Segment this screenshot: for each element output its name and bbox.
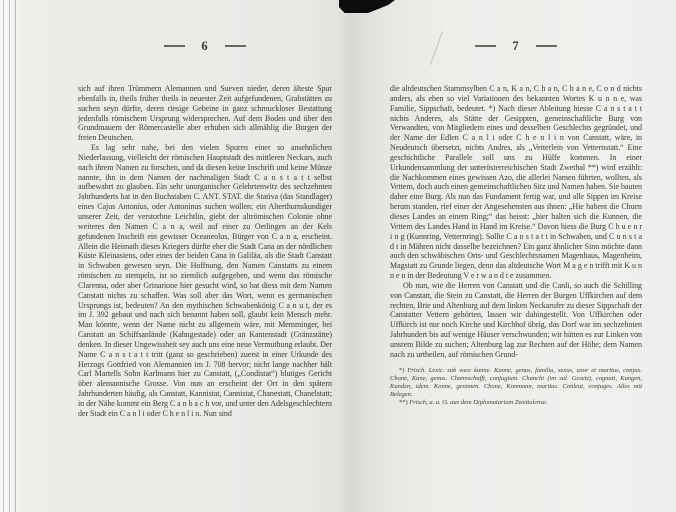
page-edge-line	[9, 0, 10, 512]
right-page-number: 7	[512, 38, 520, 53]
right-page-text	[390, 84, 642, 407]
left-page-paragraph-2: Es lag sehr nahe, bei den vielen Spuren einer so ansehnlichen Niederlassung, vielleicht der römischen Hauptstadt des mittleren Neckars, auch nach ihrem Namen zu forschen, und da diesen keine Inschrift und keine Münze nannte, ihn in dem Namen der nachmaligen Stadt C a n s t a t t selbst aufbewahrt zu glauben. Ein sehr unorganischer Gelehrtenwitz des sechzehnten Jahrhunderts hat in den Buchstaben C. ANT. STAT. die Stativa (das Standlager) eines Cajus Antonius, oder Antoninus suchen wollen; ein Alterthumskundiger unserer Zeit, der verstorbne Leichtlin, giebt der altrömischen Colonie ohne weiteres den Namen C a n a, weil auf einer zu Oetlingen an der Kels gefundenen Inschrift ein gewisser Oceaneolus, Bürger von C a n a, erscheint. Allein die Heimath dieses Kriegers dürfte eher die Stadt Cana an der nördlichen Küste Kleinasiens, oder eines der beiden Cana in Galiläa, als die Stadt Canstatt in Schwaben gewesen seyn. Die Hoffnung, den Namen Canstatts zu einem römischen zu stempeln, ist so ziemlich aufgegeben, und wenn das römische Clarenna, oder aber Grinarione hier gesucht wird, so hat diess mit dem Namen Canstatt nichts zu schaffen. Was soll aber das Wort, wenn es germanischen Ursprungs ist, bedeuten? An den mythischen Schwabenkönig C a n u t, der es im J. 392 gebaut und nach sich benannt haben soll, glaubt kein Mensch mehr. Man könnte, wenn der Name nicht zu allgemein wäre, mit Memminger, bei Canstatt an Schiffsanlände (Kahngestade) oder an Kantenstadt (Gränzstätte) denken. In dieser Ungewissheit sey auch uns eine neue Vermuthung erlaubt. Der Name C a n s t a t t tritt (ganz so geschrieben) zuerst in einer Urkunde des Herzogs Gottfried von Alemannien im J. 708 hervor; nicht lange nachher hält Carl Martells Sohn Karlmann hier zu Canstatt, („Condistat“) blutiges Gericht über alemannische Grosse. Von nun an erscheint der Ort in den spätern Jahrhunderten häufig, als Canstatt, Kannistat, Cannistat, Chanestatt, Chanelstatt; in der Nähe kommt ein Berg C a n b a c h vor, und unter den Adelsgeschlechtern der Stadt ein C a n l i oder C h e n l i n. Nun sind	[78, 143, 332, 418]
page-edge-line	[15, 0, 16, 512]
spine-shadow	[339, 0, 395, 13]
header-rule	[536, 45, 557, 46]
left-page-number: 6	[201, 38, 209, 53]
right-page-header	[390, 38, 642, 54]
footnote-1	[390, 367, 642, 399]
footnote-2-text: Frisch, a. a. O. aus dem Diplomatarium Zwettalense.	[409, 399, 548, 406]
footnotes	[390, 367, 642, 407]
left-page-header	[78, 38, 332, 54]
page-edge-line	[3, 0, 4, 512]
footnote-2	[390, 399, 642, 407]
header-rule	[225, 45, 246, 46]
right-page-paragraph-2: Ob nun, wie die Herren von Canstatt und die Canli, so auch die Schilling von Canstatt, die Stein zu Canstatt, die Herren der Burgen Uffkirchen auf dem rechten, Brie und Altenburg auf dem linken Neckarufer zu dieser Sippschaft der Canstatter Vettern gehörten, lassen wir dahingestellt. Von Uffkirchen oder Uffkirch ist nur noch Kirche und Kirchhof übrig, das Dorf war im sechzehnten Jahrhundert bis auf wenige Häuser verschwunden; wir hätten es zur Linken von unsrem Bilde zu suchen; Altenburg lag zur Rechten auf der Höhe; dem Namen nach zu urtheilen, auf römischen Grund-	[390, 280, 642, 359]
header-rule	[475, 45, 496, 46]
footnote-1-marker: *)	[399, 366, 408, 374]
left-page-paragraph-1: sich auf ihren Trümmern Alemannen und Sueven nieder, deren älteste Spur ebenfalls in, theils früher theils in neuester Zeit aufgefundenen, Grabstätten zu suchen seyn dürfte, deren riesige Gebeine in ganz schmuckloser Bestattung jedenfalls römischem Ursprung widersprechen. Auf dem Boden und über den Grundmauern der Römercastelle aber erhuben sich allmählig die Burgen der freien Deutschen.	[78, 84, 332, 143]
right-page-paragraph-1: die altdeutschen Stammsylben C a n, K a n, C h a n, C h a n e, C o n d nichts anders, als eben so viel Variationen des bekannten Wortes K u n n e, was Familie, Sippschaft, bedeutet. *) Nach dieser Ableitung hiesse C a n s t a t t nichts Anderes, als Stätte der Gesippten, gemeinschaftliche Burg von Verwandten, von Mitgliedern eines und desselben Geschlechts gegründet, und der Name der Edlen C a n l i oder C h e n l i n von Canstatt, wäre, in Neudeutsch übersetzt, nichts Andres, als „Vetterlein von Vetternstatt.“ Eine geschichtliche Parallele soll uns zu Hülfe kommen. In einer Urkundensammlung der unterösterreichischen Stadt Zwethal **) wird erzählt: die Nachkommen eines gewissen Azo, die allerlei Namen führten, wollten, als Vettern, doch auch einen gemeinschaftlichen Sitz und Namen haben. Sie bauten daher eine Burg. Als nun das Fundament fertig war, und alle Sippen im Kreise herum standen, rief einer der Angesehensten aus ihnen: „Hie habent die Chuen dieses Landes an einem Ring;“ das heisst: „hier halten sich die Kunnen, die Vettern des Landes Hand in Hand im Kreise.“ Davon hiess die Burg C h u e n r i n g (Kunnring, Vetternring). Sollte C a n s t a t t in Schwaben, und C u n s t a d t in Mähren nicht dasselbe bezeichnen? Ein ganz ähnlicher Sinn möchte dann auch den schwäbischen Orts- und Geschlechtsnamen Magenhaus, Magenheim, Magstatt zu Grunde liegen, denn das altdeutsche Wort M a g e n trifft mit K u n n e n in der Bedeutung V e r w a n d t e zusammen.	[390, 84, 642, 281]
header-rule	[164, 45, 185, 46]
footnote-1-text: Frisch. Lexic. sub voce kunne. Kunne, genus, familia, sexus, uxor et maritus, conjux. Chone, Kane, genus. Channschafft, conjugium. Chanchi (im sal. Gesetz), cognati, Kungen, Kunden, idem. Konne, genimen. Chone, Konmann, maritus. Conleut, conjuges. Alles mit Belegen.	[390, 366, 642, 398]
left-page-text	[78, 84, 332, 419]
footnote-2-marker: **)	[399, 399, 410, 406]
